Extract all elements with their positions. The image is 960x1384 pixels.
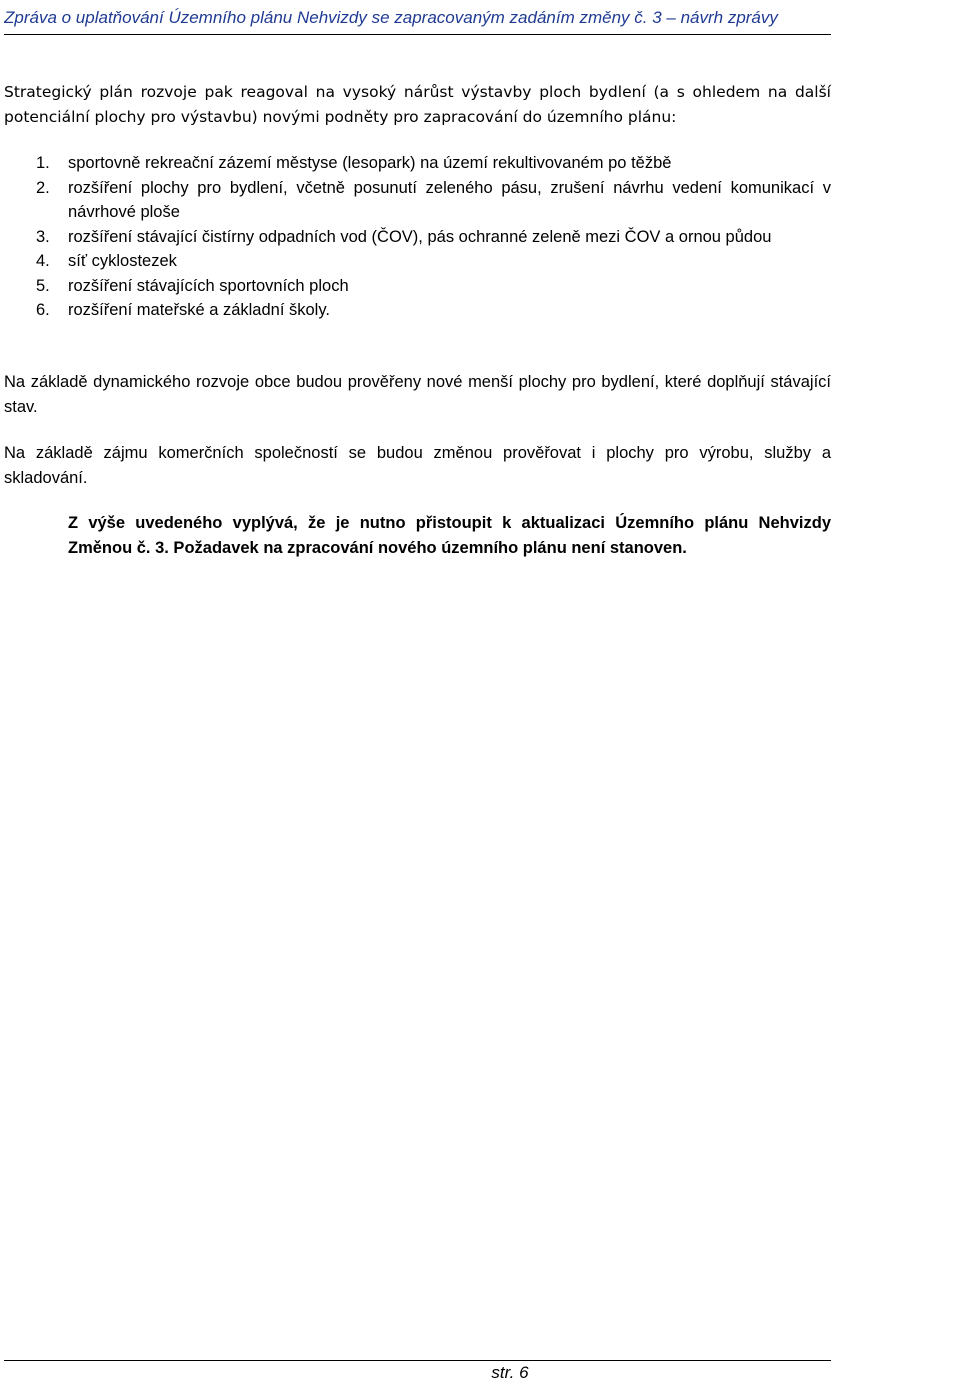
list-item-text: rozšíření plochy pro bydlení, včetně posunutí zeleného pásu, zrušení návrhu vedení komunikací v návrhové ploše [68, 178, 831, 221]
list-item-text: rozšíření stávající čistírny odpadních vod (ČOV), pás ochranné zeleně mezi ČOV a ornou půdou [68, 227, 772, 246]
list-item-number: 2. [36, 178, 50, 197]
list-item-number: 6. [36, 301, 50, 319]
list-item [0, 176, 831, 225]
header-divider [4, 34, 831, 35]
conclusion-statement: Z výše uvedeného vyplývá, že je nutno přistoupit k aktualizaci Územního plánu Nehvizdy Změnou č. 3. Požadavek na zpracování nového územního plánu není stanoven. [68, 514, 831, 557]
page-number: str. 6 [491, 1363, 529, 1382]
list-item-text: síť cyklostezek [68, 252, 177, 270]
paragraph-commercial: Na základě zájmu komerčních společností se budou změnou prověřovat i plochy pro výrobu, služby a skladování. [4, 444, 831, 487]
paragraph-housing: Na základě dynamického rozvoje obce budou prověřeny nové menší plochy pro bydlení, které doplňují stávající stav. [4, 373, 831, 416]
list-item [0, 225, 831, 250]
list-item [0, 274, 831, 299]
list-item-text: rozšíření mateřské a základní školy. [68, 301, 330, 319]
intro-paragraph: Strategický plán rozvoje pak reagoval na vysoký nárůst výstavby ploch bydlení (a s ohledem na další potenciální plochy pro výstavbu) novými podněty pro zapracování do územního plánu: [4, 83, 831, 126]
list-item-number: 3. [36, 227, 50, 246]
page-header-title: Zpráva o uplatňování Územního plánu Nehvizdy se zapracovaným zadáním změny č. 3 – návrh zprávy [4, 8, 778, 27]
list-item-number: 1. [36, 154, 50, 172]
list-item [0, 151, 831, 176]
list-item [0, 298, 831, 323]
list-item-text: rozšíření stávajících sportovních ploch [68, 276, 349, 295]
footer-divider [4, 1360, 831, 1361]
list-item-number: 4. [36, 252, 50, 270]
proposal-list [0, 151, 831, 323]
list-item-text: sportovně rekreační zázemí městyse (lesopark) na území rekultivovaném po těžbě [68, 154, 672, 172]
list-item-number: 5. [36, 276, 50, 295]
list-item [0, 249, 831, 274]
